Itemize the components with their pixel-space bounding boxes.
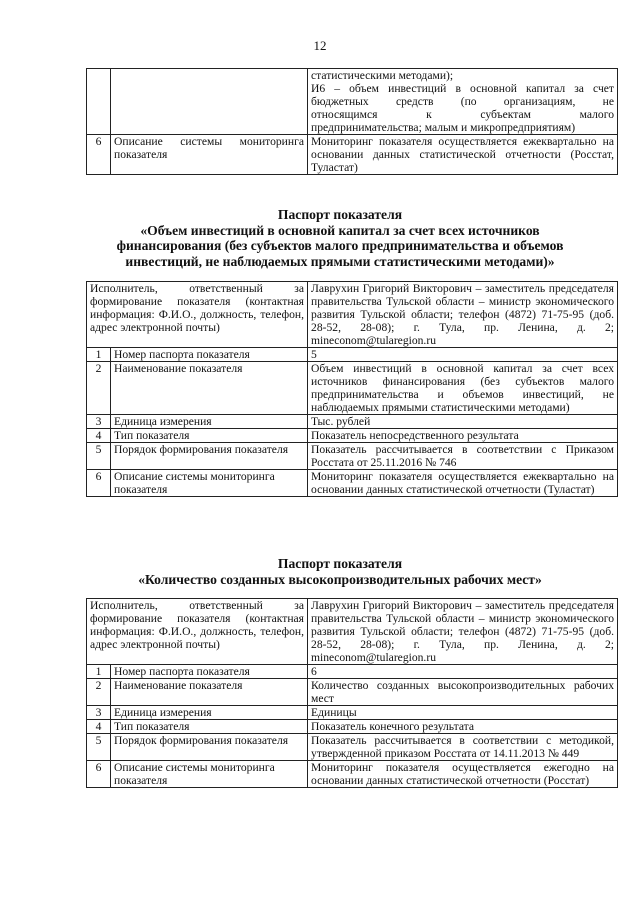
row-number-cell: 1 [87, 665, 111, 679]
row-number-cell: 3 [87, 415, 111, 429]
row-value-cell: 6 [308, 665, 618, 679]
row-number-cell: 2 [87, 362, 111, 415]
table-row [87, 282, 618, 348]
executor-label-cell: Исполнитель, ответственный за формирование показателя (контактная информация: Ф.И.О., должность, телефон, адрес электронной почты) [87, 282, 308, 348]
executor-label-cell: Исполнитель, ответственный за формирование показателя (контактная информация: Ф.И.О., должность, телефон, адрес электронной почты) [87, 599, 308, 665]
row-value-cell: Показатель конечного результата [308, 720, 618, 734]
row-number-cell: 6 [87, 761, 111, 788]
row-label-cell: Порядок формирования показателя [111, 443, 308, 470]
passport-subtitle-line: «Объем инвестиций в основной капитал за счет всех источников [140, 222, 540, 238]
row-label-cell [111, 69, 308, 135]
table-row [87, 599, 618, 665]
table-row [87, 429, 618, 443]
table-row [87, 135, 618, 175]
row-label-cell: Тип показателя [111, 720, 308, 734]
row-number-cell: 6 [87, 135, 111, 175]
row-label-cell: Наименование показателя [111, 362, 308, 415]
row-label-cell: Наименование показателя [111, 679, 308, 706]
executor-value-cell: Лаврухин Григорий Викторович – заместитель председателя правительства Тульской области – министр экономического развития Тульской области; телефон (4872) 71-75-95 (доб. 28-52, 28-08); г. Тула, пр. Ленина, д. 2; mineconom@tularegion.ru [308, 599, 618, 665]
row-value-cell: Тыс. рублей [308, 415, 618, 429]
table-row [87, 69, 618, 135]
row-label-cell: Тип показателя [111, 429, 308, 443]
passport-subtitle-line: «Количество созданных высокопроизводительных рабочих мест» [138, 571, 542, 587]
row-value-cell: Объем инвестиций в основной капитал за счет всех источников финансирования (без субъектов малого предпринимательства и объемов инвестиций, не наблюдаемых прямыми статистическими методами) [308, 362, 618, 415]
row-label-cell: Единица измерения [111, 706, 308, 720]
row-value-cell: Показатель рассчитывается в соответствии с Приказом Росстата от 25.11.2016 № 746 [308, 443, 618, 470]
row-number-cell: 1 [87, 348, 111, 362]
row-number-cell: 5 [87, 734, 111, 761]
row-value-cell: Мониторинг показателя осуществляется ежеквартально на основании данных статистической отчетности (Росстат, Туластат) [308, 135, 618, 175]
text-line: И6 – объем инвестиций в основной капитал за счет [311, 82, 614, 95]
table-row [87, 720, 618, 734]
row-number-cell: 5 [87, 443, 111, 470]
row-value-cell: 5 [308, 348, 618, 362]
text-line: статистическими методами); [311, 69, 454, 82]
passport-1-table [86, 281, 618, 497]
row-value-cell: Мониторинг показателя осуществляется ежегодно на основании данных статистической отчетности (Росстат) [308, 761, 618, 788]
row-label-cell: Описание системы мониторинга показателя [111, 470, 308, 497]
row-label-cell: Единица измерения [111, 415, 308, 429]
page-number: 12 [313, 38, 327, 53]
table-row [87, 706, 618, 720]
executor-value-cell: Лаврухин Григорий Викторович – заместитель председателя правительства Тульской области – министр экономического развития Тульской области; телефон (4872) 71-75-95 (доб. 28-52, 28-08); г. Тула, пр. Ленина, д. 2; mineconom@tularegion.ru [308, 282, 618, 348]
table-row [87, 470, 618, 497]
row-value-cell: Количество созданных высокопроизводительных рабочих мест [308, 679, 618, 706]
row-number-cell: 3 [87, 706, 111, 720]
table-row [87, 761, 618, 788]
table-row [87, 415, 618, 429]
text-line: бюджетных средств (по организациям, не [311, 95, 614, 108]
table-row [87, 362, 618, 415]
row-value-cell: Показатель непосредственного результата [308, 429, 618, 443]
table-row [87, 679, 618, 706]
row-number-cell: 4 [87, 429, 111, 443]
text-line: относящимся к субъектам малого [311, 108, 614, 121]
row-value-cell: Мониторинг показателя осуществляется ежеквартально на основании данных статистической отчетности (Туластат) [308, 470, 618, 497]
passport-title: Паспорт показателя [277, 556, 403, 571]
row-number-cell: 4 [87, 720, 111, 734]
passport-subtitle-line: инвестиций, не наблюдаемых прямыми статистическими методами)» [125, 253, 555, 269]
row-value-cell: Единицы [308, 706, 618, 720]
passport-subtitle-line: финансирования (без субъектов малого предпринимательства и объемов [116, 238, 564, 253]
table-row [87, 443, 618, 470]
table-row [87, 734, 618, 761]
row-value-cell: Показатель рассчитывается в соответствии с методикой, утвержденной приказом Росстата от 14.11.2013 № 449 [308, 734, 618, 761]
table-row [87, 665, 618, 679]
passport-1-heading [60, 207, 620, 269]
row-number-cell: 2 [87, 679, 111, 706]
passport-title: Паспорт показателя [277, 207, 403, 222]
continuation-table [86, 68, 618, 175]
passport-2-table [86, 598, 618, 788]
row-label-cell: Описание системы мониторинга показателя [111, 761, 308, 788]
row-label-cell: Описание системы мониторинга показателя [111, 135, 308, 175]
text-line: предпринимательства; малым и микропредприятиям) [311, 121, 576, 134]
row-value-cell [308, 69, 618, 135]
passport-2-heading [60, 556, 620, 587]
row-label-cell: Номер паспорта показателя [111, 348, 308, 362]
row-number-cell: 6 [87, 470, 111, 497]
table-row [87, 348, 618, 362]
row-label-cell: Номер паспорта показателя [111, 665, 308, 679]
row-number-cell [87, 69, 111, 135]
row-label-cell: Порядок формирования показателя [111, 734, 308, 761]
